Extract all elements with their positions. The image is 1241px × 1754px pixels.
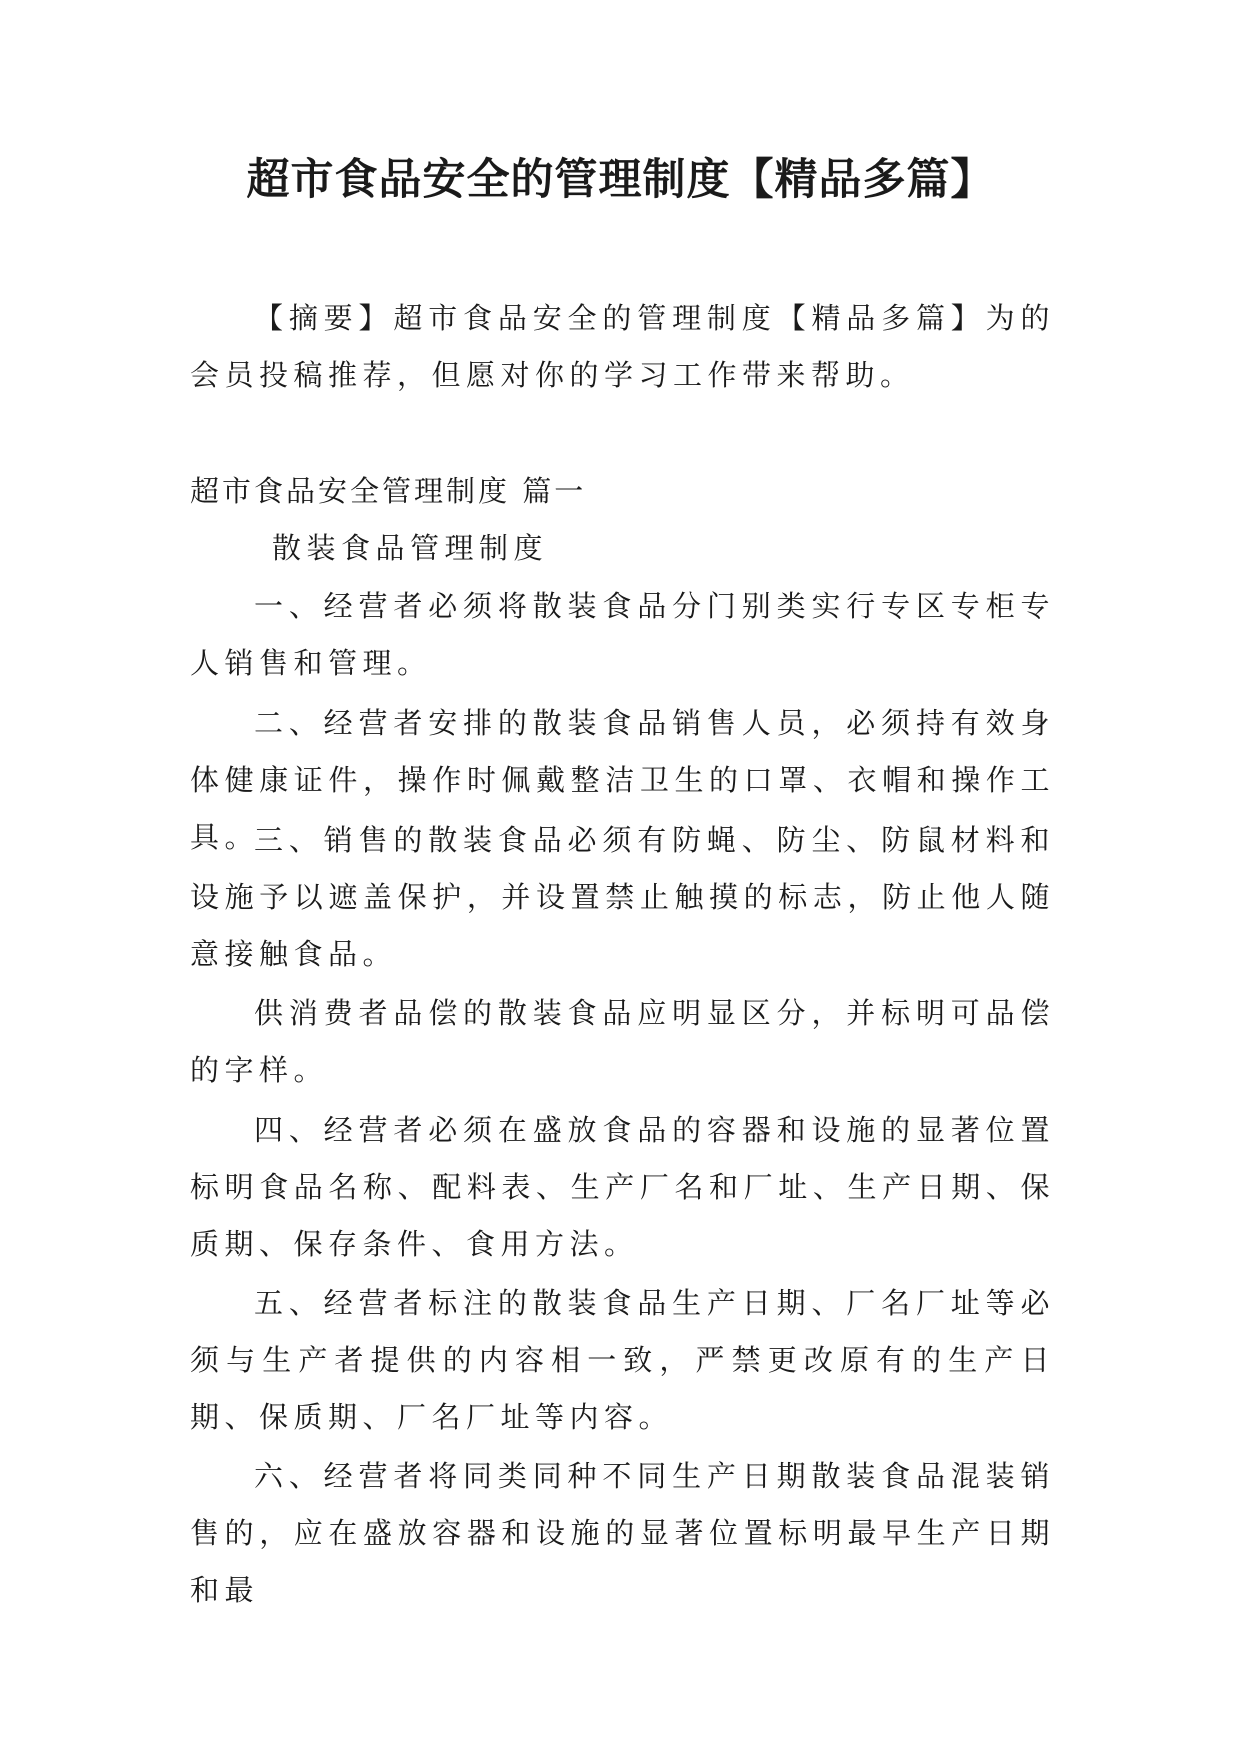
- body-paragraph: 二、经营者安排的散装食品销售人员，必须持有效身体健康证件，操作时佩戴整洁卫生的口罩、衣帽和操作工具。: [190, 706, 1055, 854]
- document-title: 超市食品安全的管理制度【精品多篇】: [246, 155, 995, 205]
- abstract-paragraph: 【摘要】超市食品安全的管理制度【精品多篇】为的会员投稿推荐，但愿对你的学习工作带来帮助。: [190, 301, 1055, 392]
- section-heading: 超市食品安全管理制度 篇一: [190, 474, 587, 508]
- body-paragraph: 四、经营者必须在盛放食品的容器和设施的显著位置标明食品名称、配料表、生产厂名和厂址、生产日期、保质期、保存条件、食用方法。: [190, 1113, 1055, 1261]
- body-paragraph: 供消费者品偿的散装食品应明显区分，并标明可品偿的字样。: [190, 996, 1055, 1087]
- body-paragraph: 一、经营者必须将散装食品分门别类实行专区专柜专人销售和管理。: [190, 589, 1055, 680]
- body-paragraph: 六、经营者将同类同种不同生产日期散装食品混装销售的，应在盛放容器和设施的显著位置标明最早生产日期和最: [190, 1459, 1055, 1607]
- body-paragraph: 五、经营者标注的散装食品生产日期、厂名厂址等必须与生产者提供的内容相一致，严禁更改原有的生产日期、保质期、厂名厂址等内容。: [190, 1286, 1055, 1434]
- body-paragraph: 三、销售的散装食品必须有防蝇、防尘、防鼠材料和设施予以遮盖保护，并设置禁止触摸的标志，防止他人随意接触食品。: [190, 823, 1055, 971]
- sub-heading: 散装食品管理制度: [272, 531, 549, 565]
